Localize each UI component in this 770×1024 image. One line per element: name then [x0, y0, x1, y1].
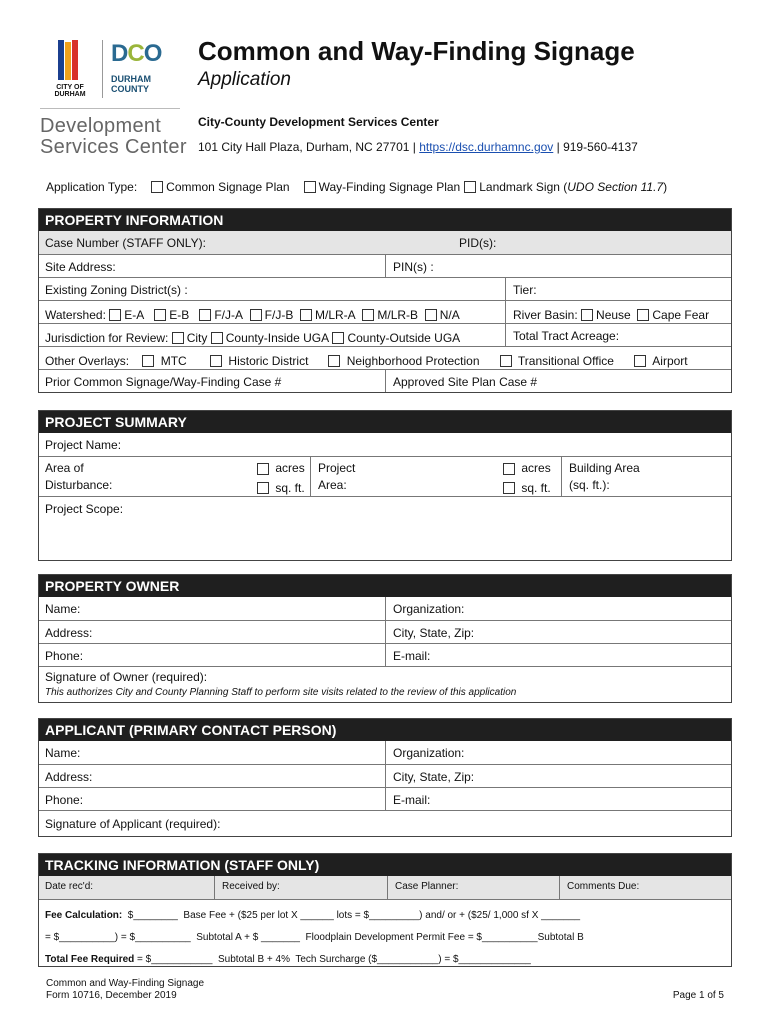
applicant-address-field[interactable]: Address: [45, 770, 93, 784]
center-address: 101 City Hall Plaza, Durham, NC 27701 | https://dsc.durhamnc.gov | 919-560-4137 [198, 140, 638, 154]
applicant-signature-field[interactable]: Signature of Applicant (required): [45, 817, 221, 831]
watershed-ea-checkbox[interactable] [109, 309, 121, 321]
case-planner-field[interactable]: Case Planner: [395, 881, 459, 892]
property-owner-section [38, 574, 732, 703]
authorization-note: This authorizes City and County Planning Staff to perform site visits related to the review of this application [45, 687, 517, 698]
tier-field[interactable]: Tier: [513, 283, 537, 297]
owner-signature-field[interactable]: Signature of Owner (required): [45, 670, 208, 684]
center-name: City-County Development Services Center [198, 115, 439, 129]
tracking-section [38, 853, 732, 967]
dsc-logo-text: Development Services Center [40, 115, 187, 158]
owner-city-state-zip-field[interactable]: City, State, Zip: [393, 626, 475, 640]
applicant-section [38, 718, 732, 837]
approved-plan-field[interactable]: Approved Site Plan Case # [393, 375, 538, 389]
prior-case-field[interactable]: Prior Common Signage/Way-Finding Case # [45, 375, 282, 389]
county-outside-uga-checkbox[interactable] [332, 332, 344, 344]
cape-fear-checkbox[interactable] [637, 309, 649, 321]
received-by-field[interactable]: Received by: [222, 881, 280, 892]
watershed-mlra-checkbox[interactable] [300, 309, 312, 321]
jurisdiction-options: Jurisdiction for Review: City County-Inside UGA County-Outside UGA [45, 330, 461, 345]
applicant-organization-field[interactable]: Organization: [393, 746, 465, 760]
section-heading: PROPERTY OWNER [39, 575, 731, 597]
area-of-disturbance-label: Area of Disturbance: [45, 461, 113, 492]
date-received-field[interactable]: Date rec'd: [45, 881, 94, 892]
applicant-city-state-zip-field[interactable]: City, State, Zip: [393, 770, 475, 784]
watershed-na-checkbox[interactable] [425, 309, 437, 321]
section-heading: PROJECT SUMMARY [39, 411, 731, 433]
project-scope-field[interactable]: Project Scope: [45, 502, 124, 516]
owner-organization-field[interactable]: Organization: [393, 602, 465, 616]
site-address-field[interactable]: Site Address: [45, 260, 116, 274]
applicant-email-field[interactable]: E-mail: [393, 793, 431, 807]
owner-email-field[interactable]: E-mail: [393, 649, 431, 663]
section-heading: TRACKING INFORMATION (STAFF ONLY) [39, 854, 731, 876]
way-finding-checkbox[interactable] [304, 181, 316, 193]
property-information-section: PROPERTY INFORMATION Case Number (STAFF ONLY): PID(s): Site Address: PIN(s) : Existing Zoning District(s) : Tier: Watershed: E-A E-B F/J-A F/J-B M/LR-A M/LR-B N/A River Basin: Neuse Cape Fear Jurisdiction for Review: City County-Inside UGA County-Outside UGA Total Tract Acreage: Other Overlays: MTC Historic District Neighborhood Protection Transitional Office Airport Prior Common Signage/Way-Finding Case # Approved Site Plan Case # [38, 208, 732, 393]
owner-phone-field[interactable]: Phone: [45, 649, 84, 663]
section-heading: APPLICANT (PRIMARY CONTACT PERSON) [39, 719, 731, 741]
page-number: Page 1 of 5 [672, 990, 724, 1001]
building-area-label: Building Area (sq. ft.): [569, 461, 640, 492]
neuse-checkbox[interactable] [581, 309, 593, 321]
owner-address-field[interactable]: Address: [45, 626, 93, 640]
overlay-options: Other Overlays: MTC Historic District Neighborhood Protection Transitional Office Airport [45, 353, 688, 368]
website-link[interactable]: https://dsc.durhamnc.gov [419, 140, 554, 154]
page-title: Common and Way-Finding Signage [198, 36, 635, 66]
durham-county-logo: DCO DURHAM COUNTY [111, 40, 162, 94]
pins-field[interactable]: PIN(s) : [393, 260, 434, 274]
applicant-name-field[interactable]: Name: [45, 746, 81, 760]
owner-name-field[interactable]: Name: [45, 602, 81, 616]
total-tract-acreage-field[interactable]: Total Tract Acreage: [513, 329, 620, 343]
zoning-field[interactable]: Existing Zoning District(s) : [45, 283, 188, 297]
disturbance-acres-checkbox[interactable] [257, 463, 269, 475]
airport-checkbox[interactable] [634, 355, 646, 367]
footer-form-info: Common and Way-Finding Signage Form 10716, December 2019 [46, 978, 205, 1001]
historic-district-checkbox[interactable] [210, 355, 222, 367]
project-area-label: Project Area: [318, 461, 356, 492]
city-checkbox[interactable] [172, 332, 184, 344]
watershed-fja-checkbox[interactable] [199, 309, 211, 321]
section-heading: PROPERTY INFORMATION [39, 209, 731, 231]
logo-block [38, 40, 188, 100]
county-inside-uga-checkbox[interactable] [211, 332, 223, 344]
watershed-options: Watershed: E-A E-B F/J-A F/J-B M/LR-A M/LR-B N/A [45, 307, 460, 322]
watershed-eb-checkbox[interactable] [154, 309, 166, 321]
project-summary-section: PROJECT SUMMARY Project Name: Area of Disturbance: acres sq. ft. Project Area: acres sq. ft. Building Area (sq. ft.): Project Scope: [38, 410, 732, 561]
watershed-mlrb-checkbox[interactable] [362, 309, 374, 321]
river-basin-options: River Basin: Neuse Cape Fear [513, 307, 710, 322]
city-of-durham-logo: CITY OF DURHAM [38, 40, 88, 100]
project-acres-checkbox[interactable] [503, 463, 515, 475]
landmark-sign-checkbox[interactable] [464, 181, 476, 193]
applicant-phone-field[interactable]: Phone: [45, 793, 84, 807]
application-type-row: Application Type: Common Signage Plan Way-Finding Signage Plan Landmark Sign ( UDO Section 11.7 ) [46, 180, 668, 194]
disturbance-sqft-checkbox[interactable] [257, 482, 269, 494]
comments-due-field[interactable]: Comments Due: [567, 881, 640, 892]
watershed-fjb-checkbox[interactable] [250, 309, 262, 321]
project-sqft-checkbox[interactable] [503, 482, 515, 494]
page-subtitle: Application [198, 69, 291, 90]
neighborhood-protection-checkbox[interactable] [328, 355, 340, 367]
fee-calculation: Fee Calculation: $________ Base Fee + ($25 per lot X ______ lots = $_________) and/ or + ($25/ 1,000 sf X _______ = $__________) = $__________ Subtotal A + $ _______ Floodplain Development Permit Fee = $__________Subtotal B Total Fee Required = $___________ Subtotal B + 4% Tech Surcharge ($___________) = $_____________ [45, 910, 584, 965]
mtc-checkbox[interactable] [142, 355, 154, 367]
common-signage-checkbox[interactable] [151, 181, 163, 193]
project-name-field[interactable]: Project Name: [45, 438, 122, 452]
transitional-office-checkbox[interactable] [500, 355, 512, 367]
